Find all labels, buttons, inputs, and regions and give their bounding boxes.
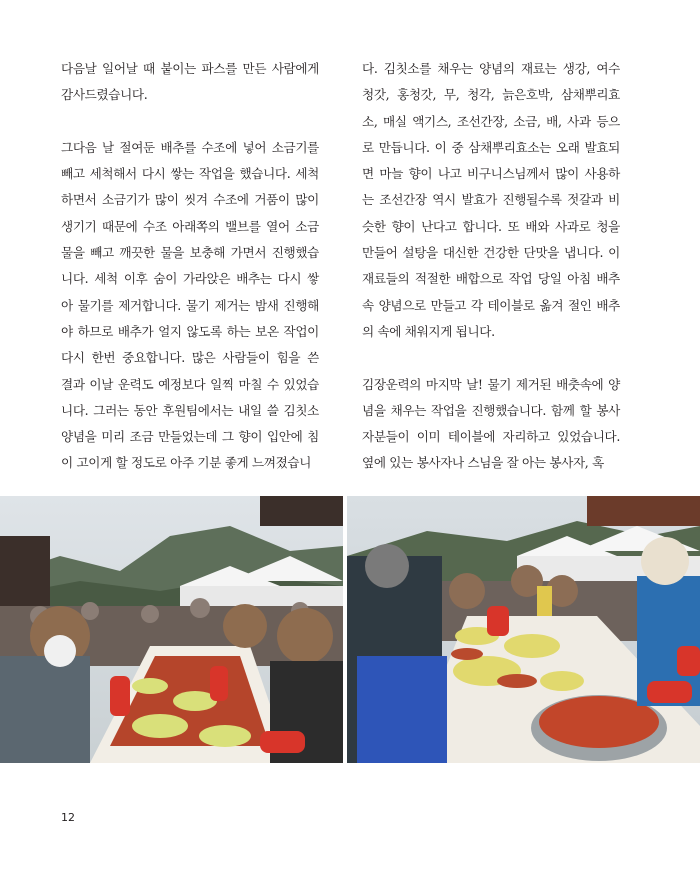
text-line: 그다음 날 절여둔 배추를 수조에 넣어 소금기를 (61, 139, 319, 155)
text-line: 소, 매실 액기스, 조선간장, 소금, 배, 사과 등으 (362, 113, 620, 129)
text-line: 김장운력의 마지막 날! 물기 제거된 배춧속에 양 (362, 376, 620, 392)
text-line: 니다. 세척 이후 숨이 가라앉은 배추는 다시 쌓 (61, 271, 319, 287)
text-line: 청갓, 홍청갓, 무, 청각, 늙은호박, 삼채뿌리효 (362, 87, 620, 103)
right-text-column (362, 56, 620, 477)
text-line: 빼고 세척해서 다시 쌓는 작업을 했습니다. 세척 (61, 166, 319, 182)
right-paragraph (362, 56, 620, 345)
text-line: 감사드렸습니다. (61, 87, 148, 103)
right-paragraph (362, 372, 620, 477)
text-line: 만들어 설탕을 대신한 건강한 단맛을 냅니다. 이 (362, 245, 620, 261)
text-line: 물을 빼고 깨끗한 물을 보충해 가면서 진행했습 (61, 245, 319, 261)
text-line: 재료들의 적절한 배합으로 작업 당일 아침 배추 (362, 271, 620, 287)
text-line: 생기기 때문에 수조 아래쪽의 밸브를 열어 소금 (61, 218, 319, 234)
left-text-column (61, 56, 319, 477)
photo-kimchi-seasoning-table (347, 496, 700, 763)
text-line: 의 속에 채워지게 됩니다. (362, 323, 495, 339)
photo-left-illustration (0, 496, 343, 763)
left-paragraph (61, 56, 319, 109)
text-line: 면 마늘 향이 나고 비구니스님께서 많이 사용하 (362, 166, 620, 182)
text-line: 는 조선간장 역시 발효가 진행될수록 젓갈과 비 (362, 192, 620, 208)
text-line: 하면서 소금기가 많이 씻겨 수조에 거품이 많이 (61, 192, 319, 208)
text-line: 속 양념으로 만들고 각 테이블로 옮겨 절인 배추 (362, 297, 620, 313)
text-line: 슷한 향이 난다고 합니다. 또 배와 사과로 청을 (362, 218, 620, 234)
text-line: 니다. 그러는 동안 후원팀에서는 내일 쓸 김칫소 (61, 402, 319, 418)
text-line: 옆에 있는 봉사자나 스님을 잘 아는 봉사자, 혹 (362, 455, 604, 471)
photo-kimchi-making-outdoor (0, 496, 343, 763)
text-line: 념을 채우는 작업을 진행했습니다. 함께 할 봉사 (362, 402, 620, 418)
text-line: 결과 이날 운력도 예정보다 일찍 마칠 수 있었습 (61, 376, 319, 392)
text-line: 다음날 일어날 때 붙이는 파스를 만든 사람에게 (61, 61, 319, 76)
text-line: 아 물기를 제거합니다. 물기 제거는 밤새 진행해 (61, 297, 319, 313)
left-paragraph (61, 135, 319, 477)
text-line: 이 고이게 할 정도로 아주 기분 좋게 느껴졌습니 (61, 455, 312, 471)
page-number: 12 (61, 811, 75, 824)
photo-right-illustration (347, 496, 700, 763)
text-line: 다시 한번 중요합니다. 많은 사람들이 힘을 쓴 (61, 350, 319, 366)
text-line: 야 하므로 배추가 얼지 않도록 하는 보온 작업이 (61, 323, 319, 339)
text-line: 다. 김칫소를 채우는 양념의 재료는 생강, 여수 (362, 61, 620, 76)
text-line: 양념을 미리 조금 만들었는데 그 향이 입안에 침 (61, 429, 319, 445)
text-line: 자분들이 이미 테이블에 자리하고 있었습니다. (362, 429, 620, 445)
text-line: 로 만듭니다. 이 중 삼채뿌리효소는 오래 발효되 (362, 139, 620, 155)
